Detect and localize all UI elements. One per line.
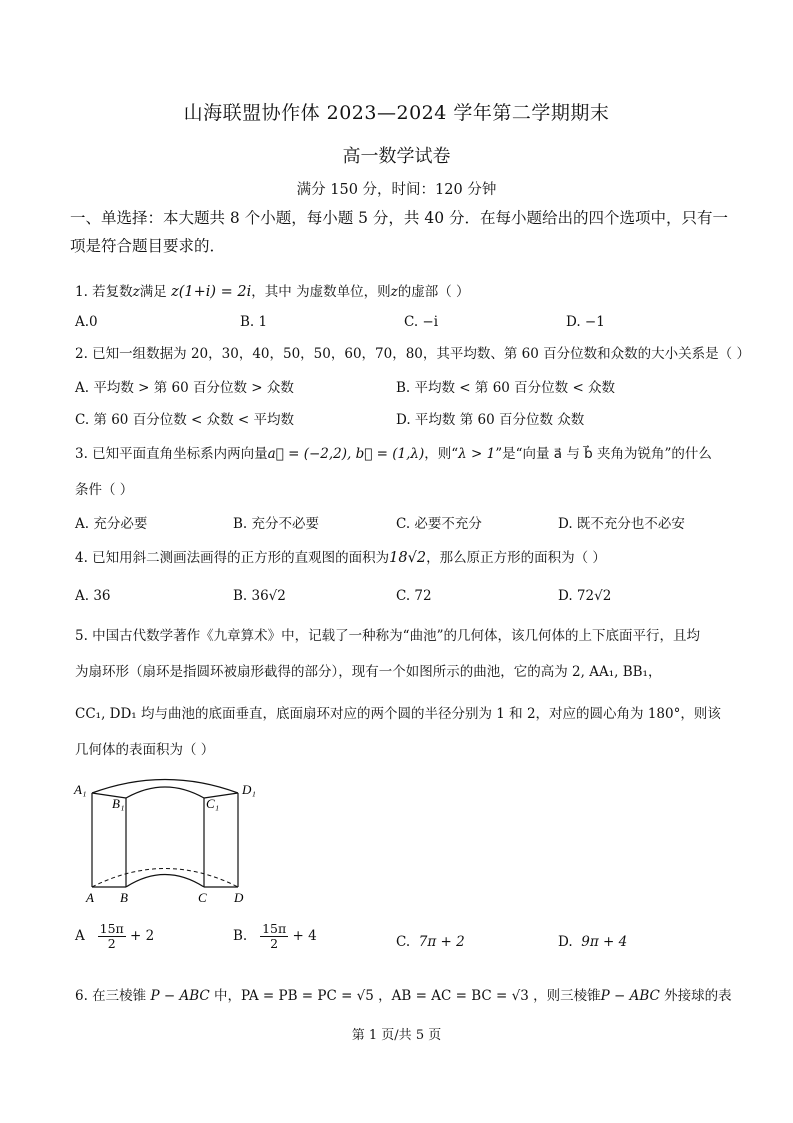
q5-option-d-text: 9π + 4 (581, 934, 628, 950)
q5-option-c-letter: C. (396, 934, 411, 950)
q5-option-c-text: 7π + 2 (418, 934, 465, 950)
q3-tail: ”是“向量 a⃗ 与 b⃗ 夹角为锐角”的什么 (495, 446, 712, 462)
question-4 (75, 548, 735, 568)
label-a1: A₁ (74, 782, 87, 797)
q4-option-a: A. 36 (75, 588, 111, 604)
q5-option-a (75, 922, 154, 951)
q4-area: 18√2 (389, 550, 427, 566)
q5-option-c (396, 934, 465, 950)
q1-var: z (132, 284, 140, 300)
q5-option-a-fraction (98, 922, 126, 951)
q6-pyramid2: P − ABC (600, 988, 660, 1004)
curved-pool-figure (70, 776, 270, 908)
q5-option-b-fraction (260, 922, 288, 951)
q1-var2: z (390, 284, 398, 300)
q3-vectors: a⃗ = (−2,2), b⃗ = (1,λ) (267, 446, 425, 462)
q4-prefix: 4. 已知用斜二测画法画得的正方形的直观图的面积为 (75, 550, 390, 566)
question-3 (75, 444, 735, 464)
label-c1: C₁ (206, 796, 220, 811)
label-b1: B₁ (112, 796, 125, 811)
q1-option-d: D. −1 (566, 314, 605, 330)
q1-tail: 的虚部（ ） (397, 284, 470, 300)
q2-option-d: D. 平均数 第 60 百分位数 众数 (396, 412, 585, 428)
question-2: 2. 已知一组数据为 20，30，40，50，50，60，70，80，其平均数、第 60 百分位数和众数的大小关系是（ ） (75, 346, 750, 362)
q4-tail: ，那么原正方形的面积为（ ） (426, 550, 606, 566)
q3-option-d: D. 既不充分也不必安 (558, 516, 685, 532)
q3-prefix: 3. 已知平面直角坐标系内两向量 (75, 446, 268, 462)
q1-prefix: 1. 若复数 (75, 284, 133, 300)
label-d: D (234, 890, 244, 905)
q4-option-c: C. 72 (396, 588, 432, 604)
label-b: B (120, 890, 128, 905)
exam-subtitle: 高一数学试卷 (342, 146, 451, 167)
q6-tail: 外接球的表 (659, 988, 732, 1004)
q5-option-d-letter: D. (558, 934, 573, 950)
q5-option-b-rest: + 4 (292, 928, 317, 944)
q5-line2: 为扇环形（扇环是指圆环被扇形截得的部分），现有一个如图所示的曲池，它的高为 2, AA₁, BB₁， (75, 664, 662, 680)
q5-option-a-num: 15π (99, 921, 124, 936)
label-a: A (86, 890, 94, 905)
q4-option-b: B. 36√2 (233, 588, 286, 604)
exam-meta: 满分 150 分，时间：120 分钟 (296, 182, 497, 198)
q3-mid: ，则“ (424, 446, 459, 462)
question-1 (75, 282, 735, 302)
q1-option-a: A.0 (75, 314, 98, 330)
q3-option-a: A. 充分必要 (75, 516, 148, 532)
q3-option-b: B. 充分不必要 (233, 516, 320, 532)
q5-option-d (558, 934, 627, 950)
q3-option-c: C. 必要不充分 (396, 516, 482, 532)
q1-option-c: C. −i (404, 314, 439, 330)
q6-prefix: 6. 在三棱锥 (75, 988, 147, 1004)
q5-line3: CC₁, DD₁ 均与曲池的底面垂直，底面扇环对应的两个圆的半径分别为 1 和 2，对应的圆心角为 180°，则该 (75, 706, 721, 722)
q6-mid: 中，PA = PB = PC = √5 ，AB = AC = BC = √3 ，则三棱锥 (209, 988, 601, 1004)
q1-mid2: ，其中 为虚数单位，则 (251, 284, 391, 300)
q2-option-a: A. 平均数 > 第 60 百分位数 > 众数 (75, 380, 294, 396)
exam-title: 山海联盟协作体 2023—2024 学年第二学期期末 (183, 102, 610, 124)
q5-line4: 几何体的表面积为（ ） (75, 742, 215, 758)
q5-line1: 5. 中国古代数学著作《九章算术》中，记载了一种称为“曲池”的几何体，该几何体的上下底面平行，且均 (75, 628, 700, 644)
question-6 (75, 986, 735, 1006)
q5-option-b-den: 2 (270, 936, 279, 951)
q1-option-b: B. 1 (240, 314, 268, 330)
q5-option-a-letter: A (75, 928, 85, 944)
q3-condition: λ > 1 (458, 446, 496, 462)
q5-option-a-rest: + 2 (130, 928, 155, 944)
q2-option-b: B. 平均数 < 第 60 百分位数 < 众数 (396, 380, 616, 396)
q2-option-c: C. 第 60 百分位数 < 众数 < 平均数 (75, 412, 294, 428)
q1-equation: z(1+i) = 2i (171, 284, 252, 300)
label-d1: D₁ (242, 782, 256, 797)
q6-pyramid: P − ABC (150, 988, 210, 1004)
page-footer: 第 1 页/共 5 页 (351, 1028, 442, 1043)
q5-option-b-num: 15π (262, 921, 287, 936)
q5-option-b (233, 922, 317, 951)
q1-mid1: 满足 (139, 284, 167, 300)
q5-option-a-den: 2 (107, 936, 116, 951)
q3-line2: 条件（ ） (75, 482, 134, 498)
q4-option-d: D. 72√2 (558, 588, 612, 604)
section-instructions: 一、单选择：本大题共 8 个小题，每小题 5 分，共 40 分．在每小题给出的四个选项中，只有一项是符合题目要求的． (70, 209, 729, 255)
label-c: C (198, 890, 207, 905)
q5-option-b-letter: B. (233, 928, 248, 944)
